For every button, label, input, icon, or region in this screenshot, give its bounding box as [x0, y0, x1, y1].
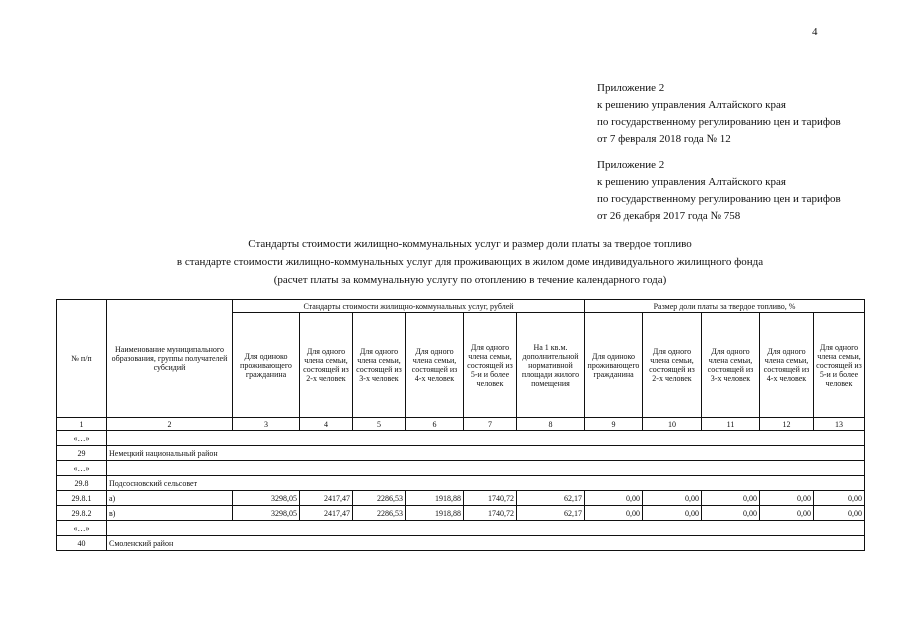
value-cell: 2286,53: [353, 491, 406, 506]
value-cell: 0,00: [814, 491, 865, 506]
subheader-cell: Для одного члена семьи, состоящей из 2-х человек: [300, 313, 353, 418]
row-name-cell: а): [107, 491, 233, 506]
subheader-cell: Для одиноко проживающего гражданина: [585, 313, 643, 418]
subheader-cell: Для одного члена семьи, состоящей из 2-х человек: [643, 313, 702, 418]
appendix-line: по государственному регулированию цен и тарифов: [597, 193, 841, 205]
value-cell: 0,00: [702, 491, 760, 506]
header-no: № п/п: [57, 300, 107, 418]
column-number-cell: 9: [585, 418, 643, 431]
appendix-block-1: [597, 80, 841, 148]
value-cell: 1740,72: [464, 491, 517, 506]
column-number-cell: 7: [464, 418, 517, 431]
value-cell: 2417,47: [300, 506, 353, 521]
appendix-line: от 7 февраля 2018 года № 12: [597, 133, 731, 145]
row-name-cell: [107, 521, 865, 536]
value-cell: 3298,05: [233, 491, 300, 506]
header-group-standards: Стандарты стоимости жилищно-коммунальных услуг, рублей: [233, 300, 585, 313]
column-number-cell: 4: [300, 418, 353, 431]
column-number-cell: 2: [107, 418, 233, 431]
row-name-cell: [107, 461, 865, 476]
table-row: [57, 521, 865, 536]
subheader-cell: Для одного члена семьи, состоящей из 3-х человек: [702, 313, 760, 418]
value-cell: 2417,47: [300, 491, 353, 506]
value-cell: 2286,53: [353, 506, 406, 521]
value-cell: 0,00: [702, 506, 760, 521]
subheader-cell: Для одного члена семьи, состоящей из 5-и и более человек: [464, 313, 517, 418]
value-cell: 3298,05: [233, 506, 300, 521]
column-number-cell: 8: [517, 418, 585, 431]
column-number-cell: 3: [233, 418, 300, 431]
column-number-cell: 5: [353, 418, 406, 431]
value-cell: 0,00: [760, 506, 814, 521]
row-name-cell: Немецкий национальный район: [107, 446, 865, 461]
value-cell: 62,17: [517, 506, 585, 521]
row-name-cell: в): [107, 506, 233, 521]
row-number-cell: 29.8: [57, 476, 107, 491]
appendix-line: к решению управления Алтайского края: [597, 176, 786, 188]
row-name-cell: Подсосновский сельсовет: [107, 476, 865, 491]
column-number-cell: 6: [406, 418, 464, 431]
column-number-cell: 13: [814, 418, 865, 431]
value-cell: 0,00: [814, 506, 865, 521]
subheader-cell: Для одного члена семьи, состоящей из 4-х человек: [760, 313, 814, 418]
value-cell: 0,00: [643, 506, 702, 521]
appendix-block-2: [597, 157, 841, 225]
table-row: [57, 461, 865, 476]
title-line: в стандарте стоимости жилищно-коммунальных услуг для проживающих в жилом доме индивидуального жилищного фонда: [176, 256, 764, 268]
row-number-cell: 29: [57, 446, 107, 461]
subheader-cell: Для одного члена семьи, состоящей из 3-х человек: [353, 313, 406, 418]
table-row: [57, 506, 865, 521]
title-line: Стандарты стоимости жилищно-коммунальных услуг и размер доли платы за твердое топливо: [248, 238, 692, 250]
row-number-cell: «…»: [57, 521, 107, 536]
column-number-cell: 1: [57, 418, 107, 431]
value-cell: 0,00: [643, 491, 702, 506]
value-cell: 1918,88: [406, 491, 464, 506]
row-number-cell: 29.8.2: [57, 506, 107, 521]
value-cell: 0,00: [760, 491, 814, 506]
header-group-share: Размер доли платы за твердое топливо, %: [585, 300, 865, 313]
subheader-cell: Для одного члена семьи, состоящей из 5-и и более человек: [814, 313, 865, 418]
column-number-cell: 12: [760, 418, 814, 431]
standards-table: [56, 299, 865, 551]
row-number-cell: 40: [57, 536, 107, 551]
table-row: [57, 431, 865, 446]
row-number-cell: «…»: [57, 461, 107, 476]
document-title: [60, 235, 880, 289]
header-name: Наименование муниципального образования, группы получателей субсидий: [107, 300, 233, 418]
column-number-cell: 10: [643, 418, 702, 431]
value-cell: 0,00: [585, 491, 643, 506]
row-number-cell: «…»: [57, 431, 107, 446]
column-number-cell: 11: [702, 418, 760, 431]
subheader-cell: На 1 кв.м. дополнительной нормативной площади жилого помещения: [517, 313, 585, 418]
value-cell: 62,17: [517, 491, 585, 506]
table-row: [57, 491, 865, 506]
appendix-line: от 26 декабря 2017 года № 758: [597, 210, 741, 222]
table-row: [57, 536, 865, 551]
page-number: 4: [812, 26, 818, 38]
appendix-line: Приложение 2: [597, 82, 665, 94]
table-row: [57, 476, 865, 491]
row-name-cell: Смоленский район: [107, 536, 865, 551]
table-row: [57, 446, 865, 461]
appendix-line: Приложение 2: [597, 159, 665, 171]
row-name-cell: [107, 431, 865, 446]
title-line: (расчет платы за коммунальную услугу по отоплению в течение календарного года): [273, 274, 667, 286]
value-cell: 1740,72: [464, 506, 517, 521]
row-number-cell: 29.8.1: [57, 491, 107, 506]
subheader-cell: Для одного члена семьи, состоящей из 4-х человек: [406, 313, 464, 418]
appendix-line: по государственному регулированию цен и тарифов: [597, 116, 841, 128]
appendix-line: к решению управления Алтайского края: [597, 99, 786, 111]
value-cell: 1918,88: [406, 506, 464, 521]
subheader-cell: Для одиноко проживающего гражданина: [233, 313, 300, 418]
value-cell: 0,00: [585, 506, 643, 521]
